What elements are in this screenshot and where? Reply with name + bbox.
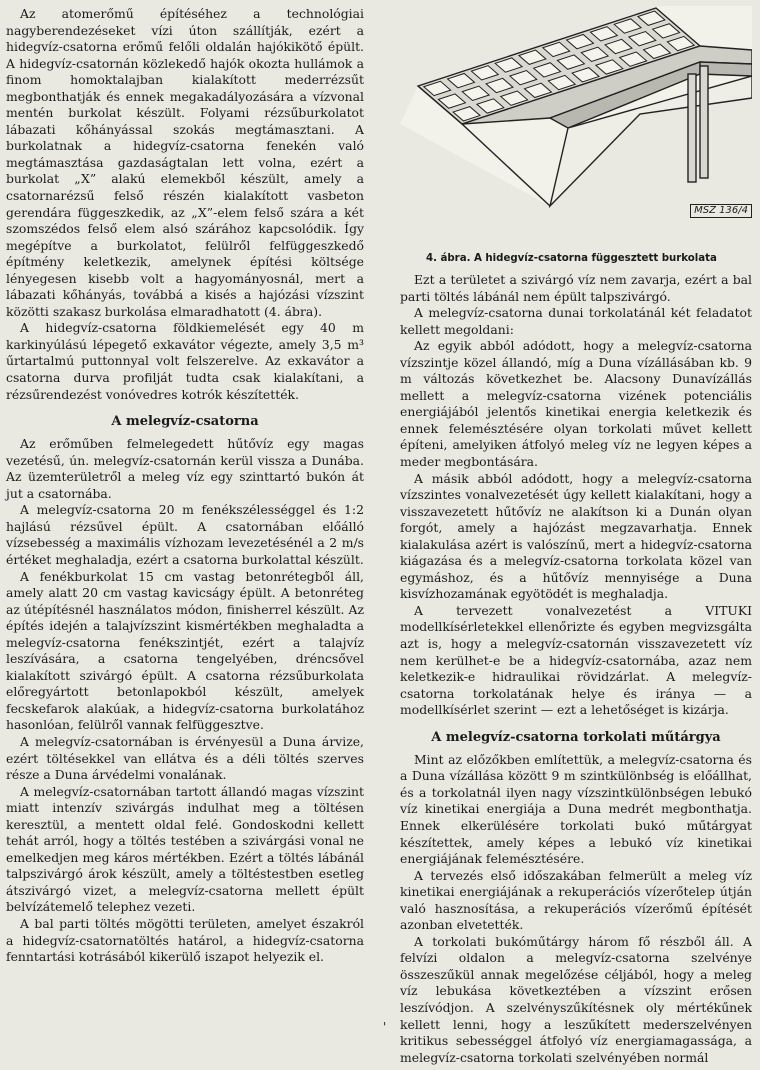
paragraph: A tervezés első időszakában felmerült a meleg víz kinetikai energiájának a rekuperációs vízerőtelep útján való hasznosítása, a rekuperációs vízerőmű építését azonban elvetették. — [400, 867, 752, 933]
paragraph: A melegvíz-csatorna dunai torkolatánál két feladatot kellett megoldani: — [400, 305, 752, 337]
paragraph: A másik abból adódott, hogy a melegvíz-csatorna vízszintes vonalvezetését úgy kellett kialakítani, hogy a visszavezetett hűtővíz ne alakítson ki a Dunán olyan forgót, amely a hajózást megzavarhatja. Ennek kialakulása azért is valószínű, mert a hidegvíz-csatorna kiágazása és a melegvíz-csatorna torkolata közel van egymáshoz, és a hűtővíz mennyisége a Duna kisvízhozamának egyötödét is meghaladja. — [400, 470, 752, 602]
figure-caption: 4. ábra. A hidegvíz-csatorna függesztett burkolata — [426, 253, 717, 264]
paragraph: A tervezett vonalvezetést a VITUKI modellkísérletekkel ellenőrizte és egyben megvizsgálta azt is, hogy a melegvíz-csatornán visszavezetett víz nem kerülhet-e be a hidegvíz-csatornába, azaz nem keletkezik-e hidraulikai rövidzárlat. A melegvíz-csatorna torkolatának helye és iránya — a modellkísérlet szerint — ezt a lehetőséget is kizárja. — [400, 602, 752, 718]
paragraph: A melegvíz-csatorna 20 m fenékszélességgel és 1:2 hajlású rézsűvel épült. A csatornában előálló vízsebesség a maximális vízhozam levezetésénél a 2 m/s értéket meghaladja, ezért a csatorna burkolattal készült. — [6, 502, 364, 567]
paragraph: Ezt a területet a szivárgó víz nem zavarja, ezért a bal parti töltés lábánál nem épült talpszivárgó. — [400, 272, 752, 304]
section-heading: A melegvíz-csatorna torkolati műtárgya — [431, 729, 721, 745]
paragraph: A melegvíz-csatornában tartott állandó magas vízszint miatt intenzív szivárgás indulhat meg a töltésen keresztül, a mentett oldal felé. Gondoskodni kellett tehát arról, hogy a töltés testében a szivárgási vonal ne emelkedjen meg káros mértékben. Ezért a töltés lábánál talpszivárgó árok készült, amely a töltéstestben esetleg átszivárgó vizet, a melegvíz-csatorna mellett épült belvízátemelő telephez vezeti. — [6, 783, 364, 915]
stray-mark: ' — [383, 1020, 387, 1034]
figure-hanging-revetment — [400, 6, 752, 250]
paragraph: Mint az előzőkben említettük, a melegvíz-csatorna és a Duna vízállása között 9 m szintkülönbség is előállhat, és a torkolatnál ilyen nagy vízszintkülönbségen lebukó víz kinetikai energiája a Duna medrét megbonthatja. Ennek elkerülésére torkolati bukó műtárgyat készítettek, amely képes a lebukó víz kinetikai energiájának felemésztésére. — [400, 751, 752, 867]
right-column — [400, 6, 752, 1066]
paragraph: A hidegvíz-csatorna földkiemelését egy 40 m karkinyúlású lépegető exkavátor végezte, amely 3,5 m³ űrtartalmú puttonnyal volt felszerelve. Az exkavátor a csatorna durva profilját tudta csak kialakítani, a rézsűrendezést vonóvedres kotrók készítették. — [6, 320, 364, 402]
section-heading: A melegvíz-csatorna — [111, 414, 259, 430]
left-column — [6, 6, 364, 966]
paragraph: Az atomerőmű építéséhez a technológiai nagyberendezéseket vízi úton szállítják, ezért a hidegvíz-csatorna erőmű felőli oldalán hajókikötő épült. A hidegvíz-csatornán közlekedő hajók okozta hullámok a finom homoktalajban kialakított mederrézsűt megbonthatják és ennek megakadályozására a vízvonal mentén burkolat készült. Folyami rézsűburkolatot lábazati kőhányással szokás megtámasztani. A burkolatnak a hidegvíz-csatorna fenekén való megtámasztása gazdaságtalan lett volna, ezért a burkolat „X” alakú elemekből készült, amely a csatornarézsű felső részén kialakított vasbeton gerendára függeszkedik, az „X”-elem felső szára a két szomszédos felső elem alsó szárához kapcsolódik. Így megépítve a burkolatot, felülről felfüggeszkedő építmény keletkezik, amelynek építési költsége lényegesen kisebb volt a hagyományosnál, mert a lábazati kőhányás, továbbá a kisés a hajózási vízszint közötti szakasz burkolása elmaradhatott (4. ábra). — [6, 6, 364, 319]
paragraph: Az erőműben felmelegedett hűtővíz egy magas vezetésű, ún. melegvíz-csatornán kerül vissza a Dunába. Az üzemterületről a meleg víz egy szinttartó bukón át jut a csatornába. — [6, 436, 364, 501]
paragraph: Az egyik abból adódott, hogy a melegvíz-csatorna vízszintje közel állandó, míg a Duna vízállásában kb. 9 m változás következhet be. Alacsony Dunavízállás mellett a melegvíz-csatorna vizének potenciális energiájából jelentős kinetikai energia keletkezik és ennek felemésztésére olyan torkolati művet kellett építeni, amelyiken átfolyó meleg víz ne legyen képes a meder megbontására. — [400, 338, 752, 470]
paragraph: A torkolati bukóműtárgy három fő részből áll. A felvízi oldalon a melegvíz-csatorna szelvénye összeszűkül annak megelőzése céljából, hogy a meleg víz lebukása következtében a vízszint erősen leszívódjon. A szelvényszűkítésnek oly mértékűnek kellett lenni, hogy a leszűkített mederszelvényen kritikus sebességgel átfolyó víz energiamagassága, a melegvíz-csatorna torkolati szelvényében normál — [400, 933, 752, 1065]
paragraph: A fenékburkolat 15 cm vastag betonrétegből áll, amely alatt 20 cm vastag kavicságy épült. A betonréteg az útépítésnél használatos módon, finisherrel készült. Az építés idején a talajvízszint kismértékben meghaladta a melegvíz-csatorna fenékszintjét, ezért a talajvíz leszívására, a csatorna tengelyében, dréncsővel kialakított szivárgó épült. A csatorna rézsűburkolata előregyártott betonlapokból készült, amelyek fecskefarok alakúak, a hidegvíz-csatorna burkolatához hasonlóan, felülről vannak felfüggesztve. — [6, 568, 364, 733]
paragraph: A bal parti töltés mögötti területen, amelyet északról a hidegvíz-csatornatöltés határol, a hidegvíz-csatorna fenntartási kotrásából kikerülő iszapot helyezik el. — [6, 915, 364, 965]
drawing-code-label: MSZ 136/4 — [690, 204, 752, 218]
paragraph: A melegvíz-csatornában is érvényesül a Duna árvize, ezért töltésekkel van ellátva és a déli töltés szerves része a Duna árvédelmi vonalának. — [6, 733, 364, 783]
